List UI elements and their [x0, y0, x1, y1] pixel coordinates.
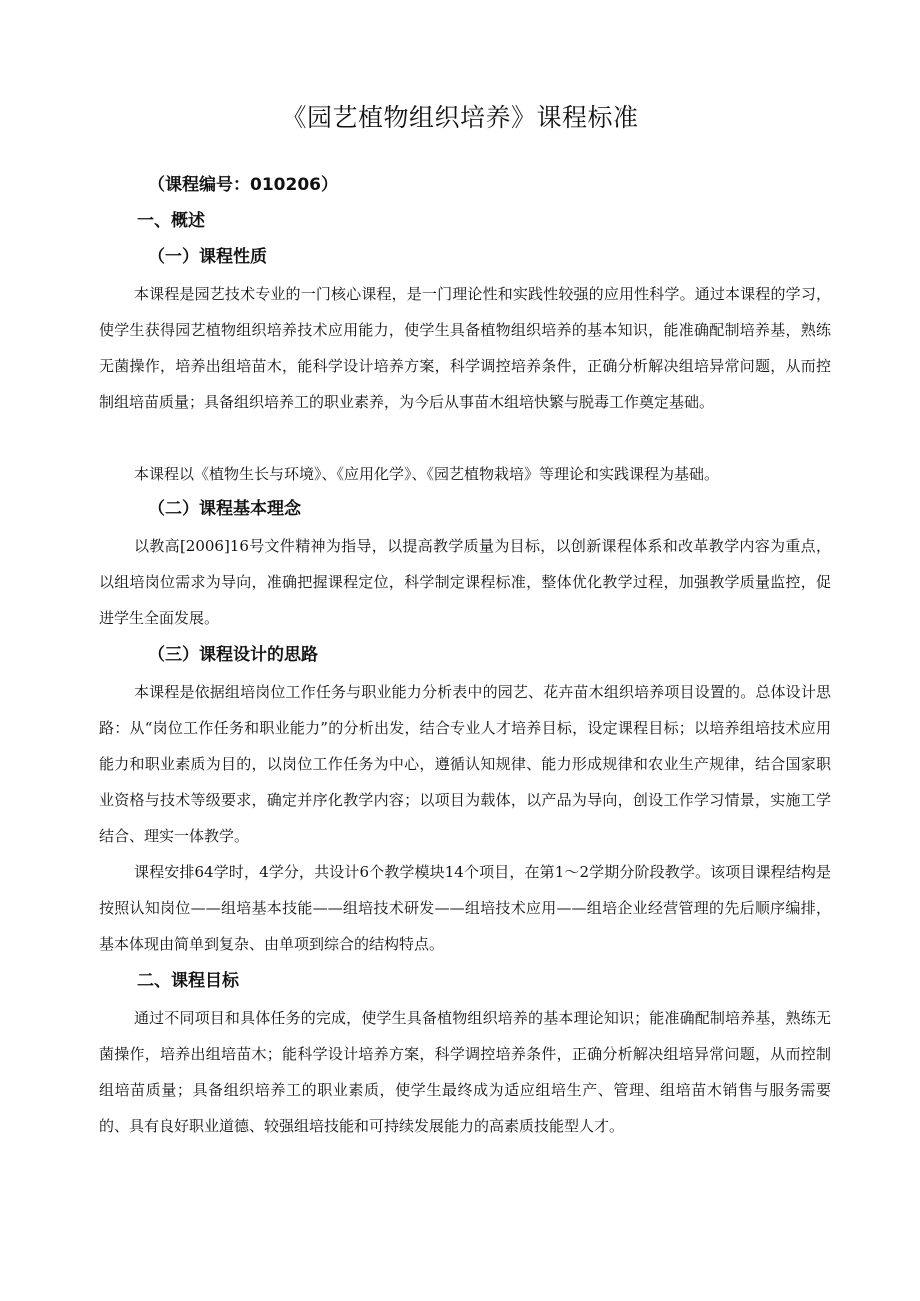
paragraph-course-nature: 本课程是园艺技术专业的一门核心课程，是一门理论性和实践性较强的应用性科学。通过本课程的学习，使学生获得园艺植物组织培养技术应用能力，使学生具备植物组织培养的基本知识，能准确配制培养基，熟练无菌操作，培养出组培苗木，能科学设计培养方案，科学调控培养条件，正确分析解决组培异常问题，从而控制组培苗质量；具备组织培养工的职业素养，为今后从事苗木组培快繁与脱毒工作奠定基础。 — [99, 285, 831, 411]
subsection-heading-basic-concept: （二）课程基本理念 — [148, 499, 301, 519]
paragraph-design-idea: 本课程是依据组培岗位工作任务与职业能力分析表中的园艺、花卉苗木组织培养项目设置的。总体设计思路：从“岗位工作任务和职业能力”的分析出发，结合专业人才培养目标，设定课程目标；以培养组培技术应用能力和职业素质为目的，以岗位工作任务为中心，遵循认知规律、能力形成规律和农业生产规律，结合国家职业资格与技术等级要求，确定并序化教学内容；以项目为载体，以产品为导向，创设工作学习情景，实施工学结合、理实一体教学。 — [99, 683, 831, 845]
document-title: 《园艺植物组织培养》课程标准 — [281, 103, 639, 132]
section-heading-course-objectives: 二、课程目标 — [137, 971, 239, 991]
paragraph-course-arrangement: 课程安排64学时，4学分，共设计6个教学模块14个项目，在第1～2学期分阶段教学。该项目课程结构是按照认知岗位——组培基本技能——组培技术研发——组培技术应用——组培企业经营管理的先后顺序编排，基本体现由简单到复杂、由单项到综合的结构特点。 — [99, 863, 831, 953]
section-heading-overview: 一、概述 — [137, 211, 205, 231]
subsection-heading-design-idea: （三）课程设计的思路 — [148, 645, 318, 665]
subsection-heading-course-nature: （一）课程性质 — [148, 247, 267, 267]
paragraph-basic-concept: 以教高[2006]16号文件精神为指导，以提高教学质量为目标，以创新课程体系和改革教学内容为重点，以组培岗位需求为导向，准确把握课程定位，科学制定课程标准，整体优化教学过程，加强教学质量监控，促进学生全面发展。 — [99, 537, 831, 627]
paragraph-course-objectives: 通过不同项目和具体任务的完成，使学生具备植物组织培养的基本理论知识；能准确配制培养基，熟练无菌操作，培养出组培苗木；能科学设计培养方案，科学调控培养条件，正确分析解决组培异常问题，从而控制组培苗质量；具备组织培养工的职业素质，使学生最终成为适应组培生产、管理、组培苗木销售与服务需要的、具有良好职业道德、较强组培技能和可持续发展能力的高素质技能型人才。 — [99, 1009, 831, 1135]
course-code: （课程编号：010206） — [148, 175, 338, 195]
paragraph-course-prerequisites: 本课程以《植物生长与环境》、《应用化学》、《园艺植物栽培》等理论和实践课程为基础。 — [134, 465, 720, 483]
